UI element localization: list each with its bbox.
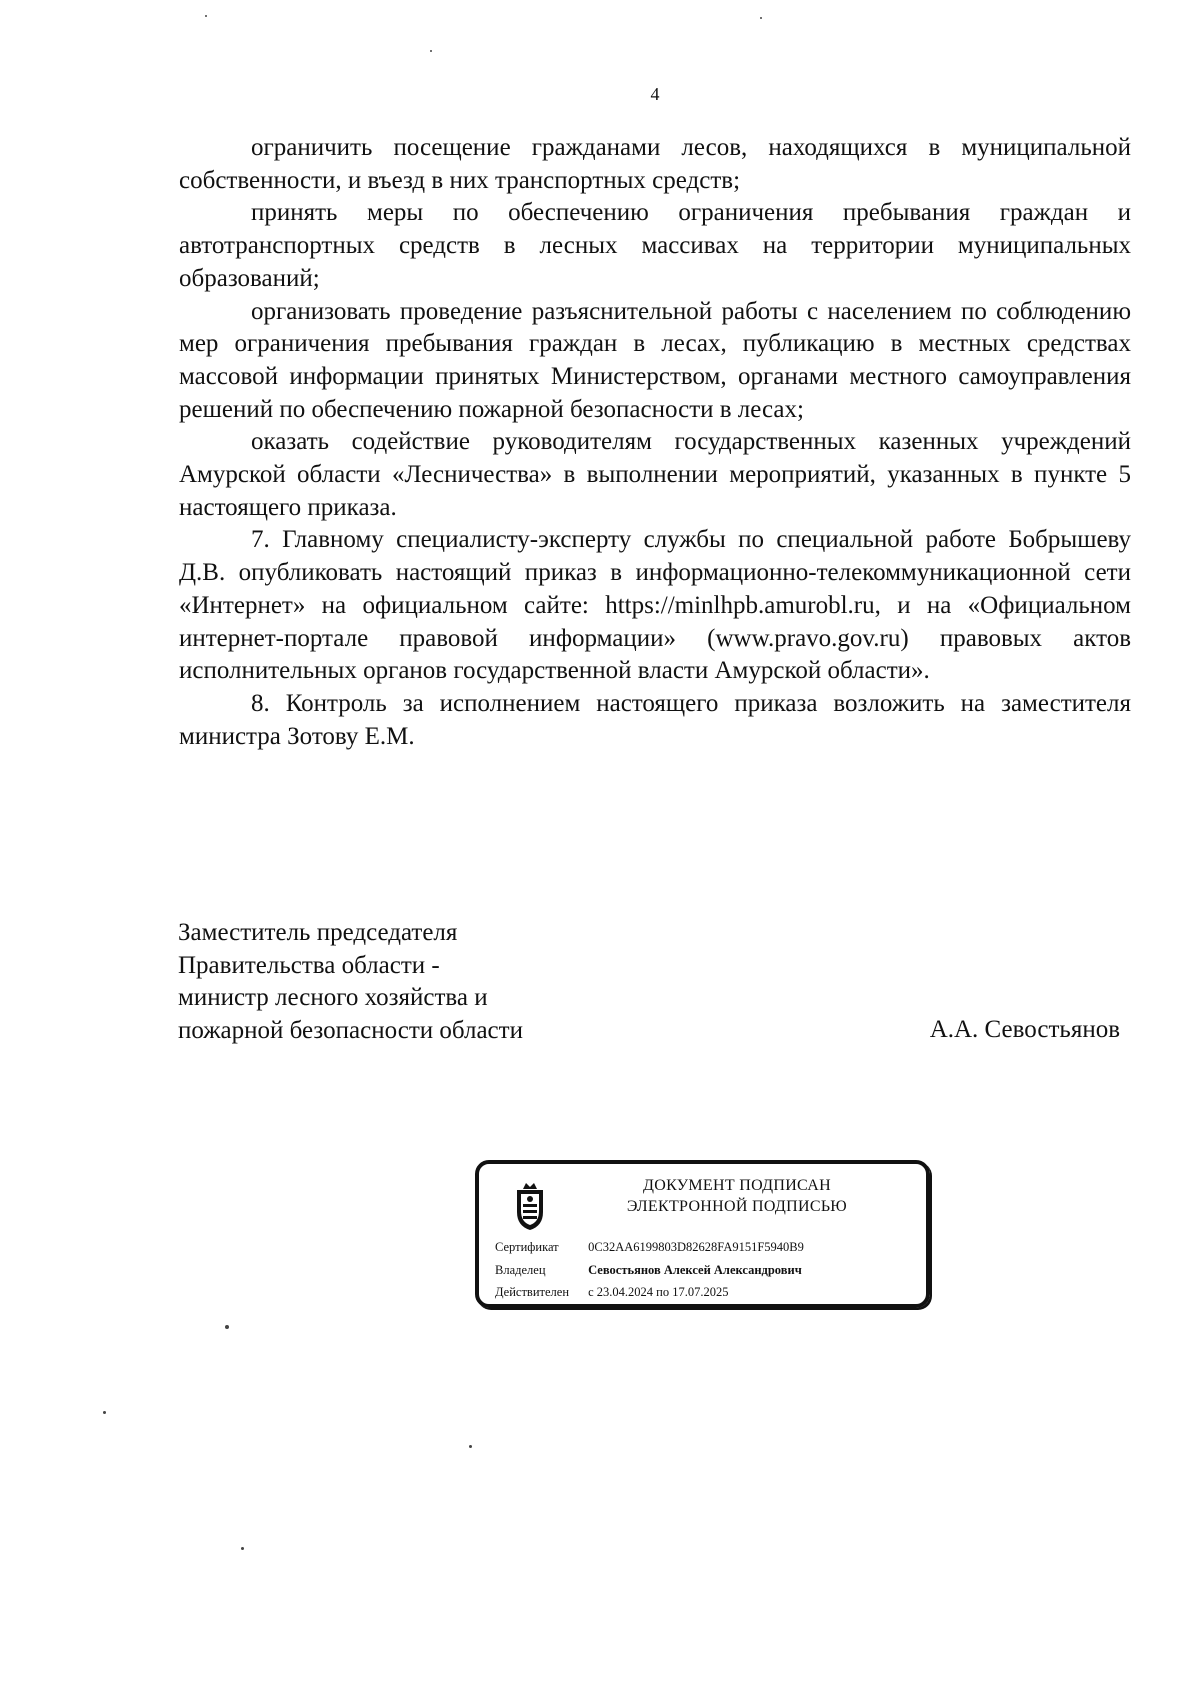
esign-certificate-row xyxy=(495,1240,804,1255)
page-number: 4 xyxy=(650,84,660,104)
esign-owner-row xyxy=(495,1263,802,1278)
scan-speck xyxy=(430,50,432,52)
esign-title-line: ЭЛЕКТРОННОЙ ПОДПИСЬЮ xyxy=(626,1198,848,1215)
signer-position-line: министр лесного хозяйства и xyxy=(178,984,488,1011)
esign-title xyxy=(587,1175,887,1217)
paragraph-restriction-measures: принять меры по обеспечению ограничения пребывания граждан и автотранспортных средств в лесных массивах на территории муниципальных образований; xyxy=(179,199,1131,292)
scan-speck xyxy=(103,1411,106,1414)
scan-speck xyxy=(760,17,762,19)
electronic-signature-stamp xyxy=(475,1160,930,1308)
signature-block xyxy=(178,917,1138,1047)
paragraph-outreach-work: организовать проведение разъяснительной работы с населением по соблюдению мер ограничения пребывания граждан в лесах, публикацию в местных средствах массовой информации принятых Министерством, органами местного самоуправления решений по обеспечению пожарной безопасности в лесах; xyxy=(179,297,1131,423)
scan-speck xyxy=(205,15,207,17)
signer-position-line: пожарной безопасности области xyxy=(178,1016,523,1044)
validity-value: с 23.04.2024 по 17.07.2025 xyxy=(588,1285,729,1299)
validity-label: Действителен xyxy=(495,1285,570,1299)
owner-label: Владелец xyxy=(495,1263,546,1277)
owner-value: Севостьянов Алексей Александрович xyxy=(588,1263,802,1277)
scan-speck xyxy=(225,1325,229,1329)
paragraph-restrict-visits: ограничить посещение гражданами лесов, находящихся в муниципальной собственности, и въезд в них транспортных средств; xyxy=(179,134,1131,194)
esign-validity-row xyxy=(495,1285,729,1300)
scan-speck xyxy=(241,1547,244,1550)
signer-position-line: Заместитель председателя xyxy=(178,919,458,946)
signer-name: А.А. Севостьянов xyxy=(929,1016,1120,1043)
scan-speck xyxy=(469,1445,472,1448)
signer-position-line: Правительства области - xyxy=(178,951,440,979)
paragraph-item-7-publication: 7. Главному специалисту-эксперту службы по специальной работе Бобрышеву Д.В. опубликовать настоящий приказ в информационно-телекоммуникационной сети «Интернет» на официальном сайте: https://minlhpb.amurobl.ru, и на «Официальном интернет-портале правовой информации» (www.pravo.gov.ru) правовых актов исполнительных органов государственной власти Амурской области». xyxy=(179,526,1131,685)
certificate-value: 0C32AA6199803D82628FA9151F5940B9 xyxy=(588,1240,804,1254)
coat-of-arms-icon xyxy=(509,1182,551,1232)
esign-title-line: ДОКУМЕНТ ПОДПИСАН xyxy=(643,1177,831,1194)
paragraph-assist-forestries: оказать содействие руководителям государственных казенных учреждений Амурской области «Лесничества» в выполнении мероприятий, указанных в пункте 5 настоящего приказа. xyxy=(179,428,1131,521)
paragraph-item-8-control: 8. Контроль за исполнением настоящего приказа возложить на заместителя министра Зотову Е.М. xyxy=(179,689,1131,750)
document-body xyxy=(179,132,1131,753)
certificate-label: Сертификат xyxy=(495,1240,559,1254)
